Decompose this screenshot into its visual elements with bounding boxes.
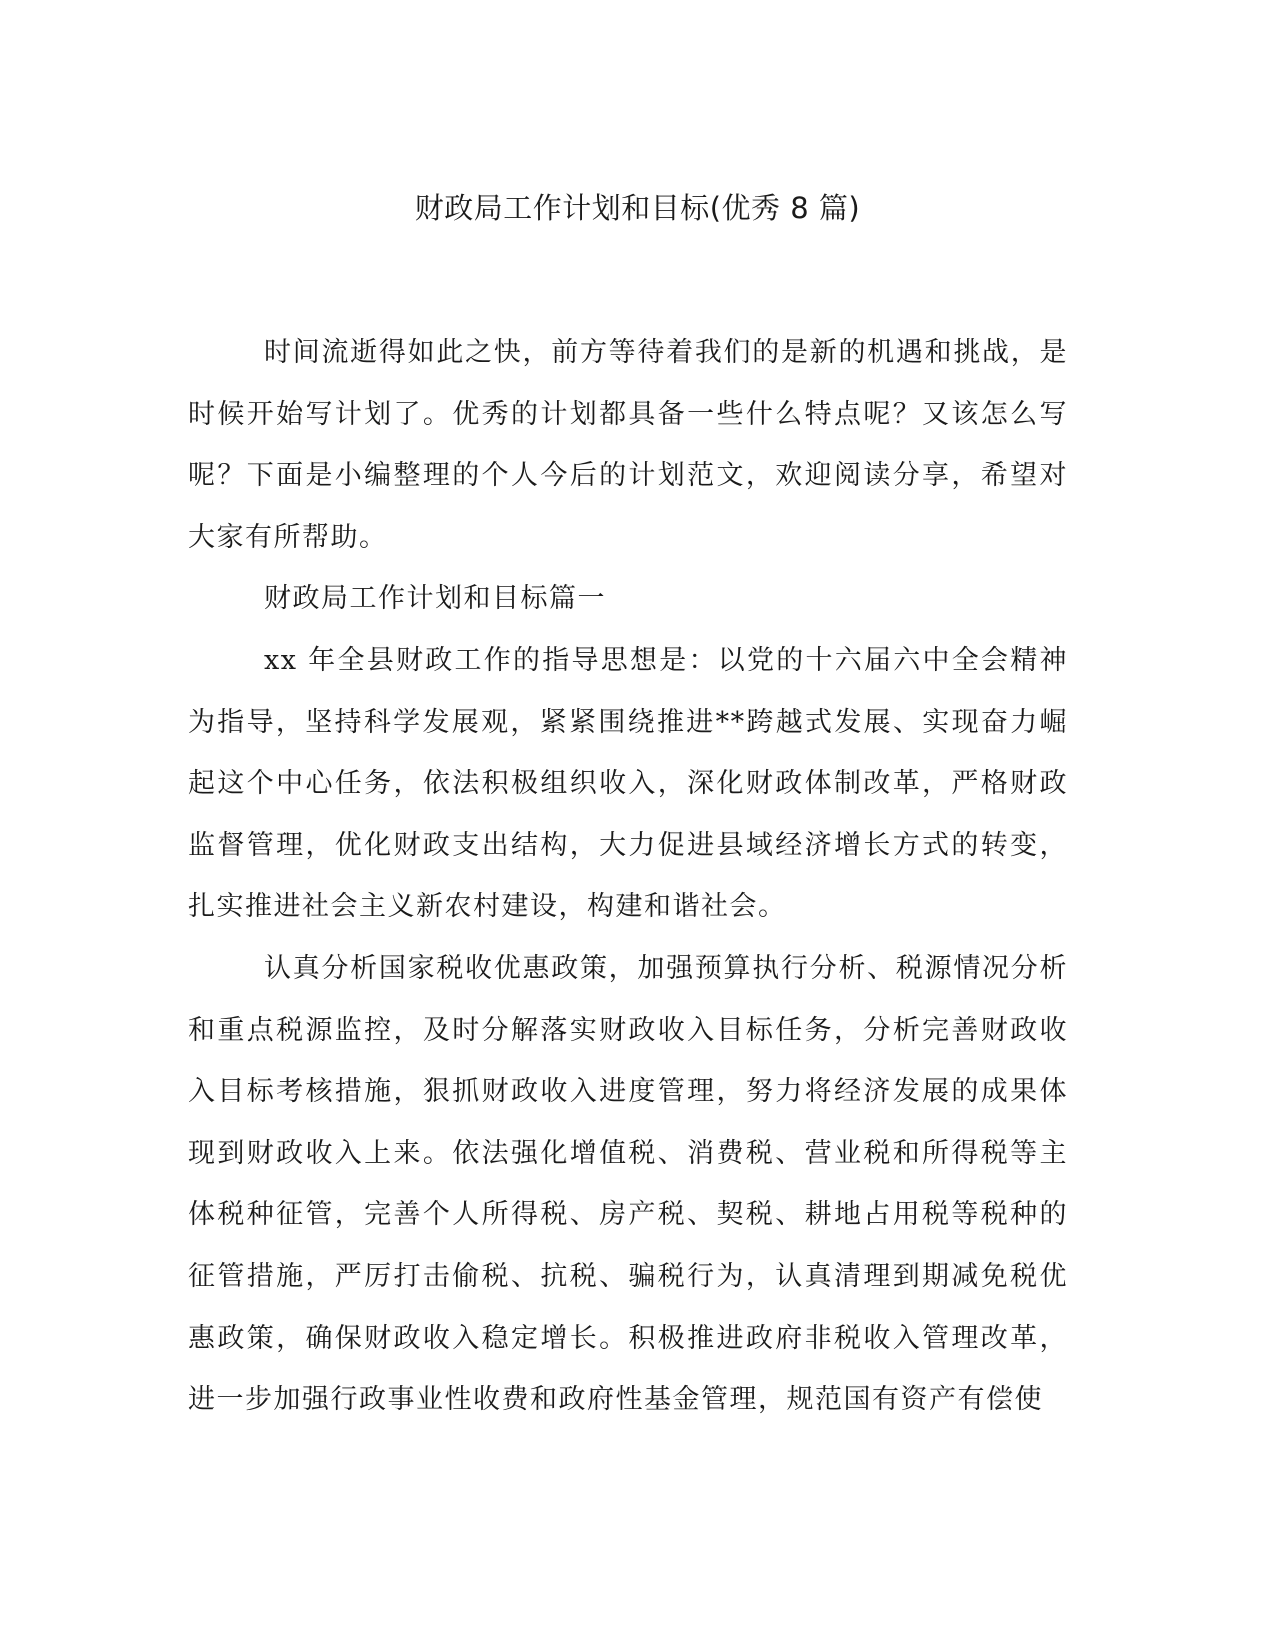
body-paragraph-1: xx 年全县财政工作的指导思想是：以党的十六届六中全会精神为指导，坚持科学发展观，紧紧围绕推进**跨越式发展、实现奋力崛起这个中心任务，依法积极组织收入，深化财政体制改革，严格财政监督管理，优化财政支出结构，大力促进县域经济增长方式的转变，扎实推进社会主义新农村建设，构建和谐社会。 (188, 644, 1068, 923)
intro-paragraph: 时间流逝得如此之快，前方等待着我们的是新的机遇和挑战，是时候开始写计划了。优秀的计划都具备一些什么特点呢？又该怎么写呢？下面是小编整理的个人今后的计划范文，欢迎阅读分享，希望对大家有所帮助。 (188, 337, 1068, 553)
document-title: 财政局工作计划和目标(优秀 8 篇) (414, 191, 861, 225)
section-heading: 财政局工作计划和目标篇一 (264, 583, 606, 615)
body-paragraph-2: 认真分析国家税收优惠政策，加强预算执行分析、税源情况分析和重点税源监控，及时分解落实财政收入目标任务，分析完善财政收入目标考核措施，狠抓财政收入进度管理，努力将经济发展的成果体现到财政收入上来。依法强化增值税、消费税、营业税和所得税等主体税种征管，完善个人所得税、房产税、契税、耕地占用税等税种的征管措施，严厉打击偷税、抗税、骗税行为，认真清理到期减免税优惠政策，确保财政收入稳定增长。积极推进政府非税收入管理改革，进一步加强行政事业性收费和政府性基金管理，规范国有资产有偿使 (188, 952, 1068, 1416)
document-body (188, 322, 1068, 1431)
